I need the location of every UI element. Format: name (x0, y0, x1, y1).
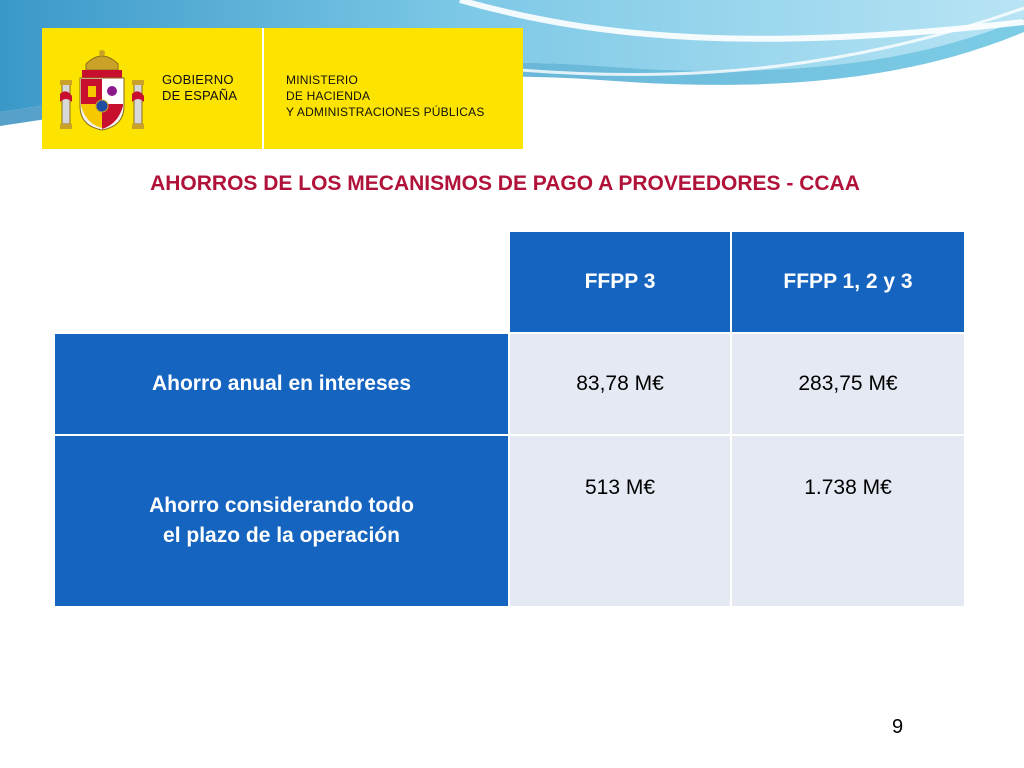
government-name-line-2: DE ESPAÑA (162, 88, 238, 103)
ministry-name-line-1: MINISTERIO (286, 73, 359, 87)
row-label-total-savings (54, 435, 509, 607)
row-label-line-1: Ahorro anual en intereses (151, 372, 412, 395)
table-row (54, 333, 965, 435)
row-label-annual-savings (54, 333, 509, 435)
logo-divider (262, 28, 264, 149)
table-cell: 83,78 M€ (509, 333, 731, 435)
government-name (162, 72, 237, 104)
page-number: 9 (892, 716, 904, 738)
government-name-line-1: GOBIERNO (162, 72, 234, 87)
ministry-name-line-3: Y ADMINISTRACIONES PÚBLICAS (286, 105, 485, 119)
government-logo (42, 28, 523, 149)
table-row (54, 435, 965, 607)
table-header-row (54, 231, 965, 333)
table-cell: 513 M€ (509, 435, 731, 607)
row-label-line-1: Ahorro considerando todo (149, 494, 414, 517)
table-corner-cell (54, 231, 509, 333)
savings-table (53, 230, 966, 608)
slide-title: AHORROS DE LOS MECANISMOS DE PAGO A PROVEEDORES - CCAA (150, 172, 860, 195)
row-label-line-2: el plazo de la operación (163, 524, 400, 547)
table-cell: 283,75 M€ (731, 333, 965, 435)
ministry-name-line-2: DE HACIENDA (286, 89, 371, 103)
coat-of-arms-icon (60, 44, 144, 132)
table-cell: 1.738 M€ (731, 435, 965, 607)
column-header-ffpp123: FFPP 1, 2 y 3 (731, 231, 965, 333)
ministry-name (286, 72, 485, 120)
column-header-ffpp3: FFPP 3 (509, 231, 731, 333)
